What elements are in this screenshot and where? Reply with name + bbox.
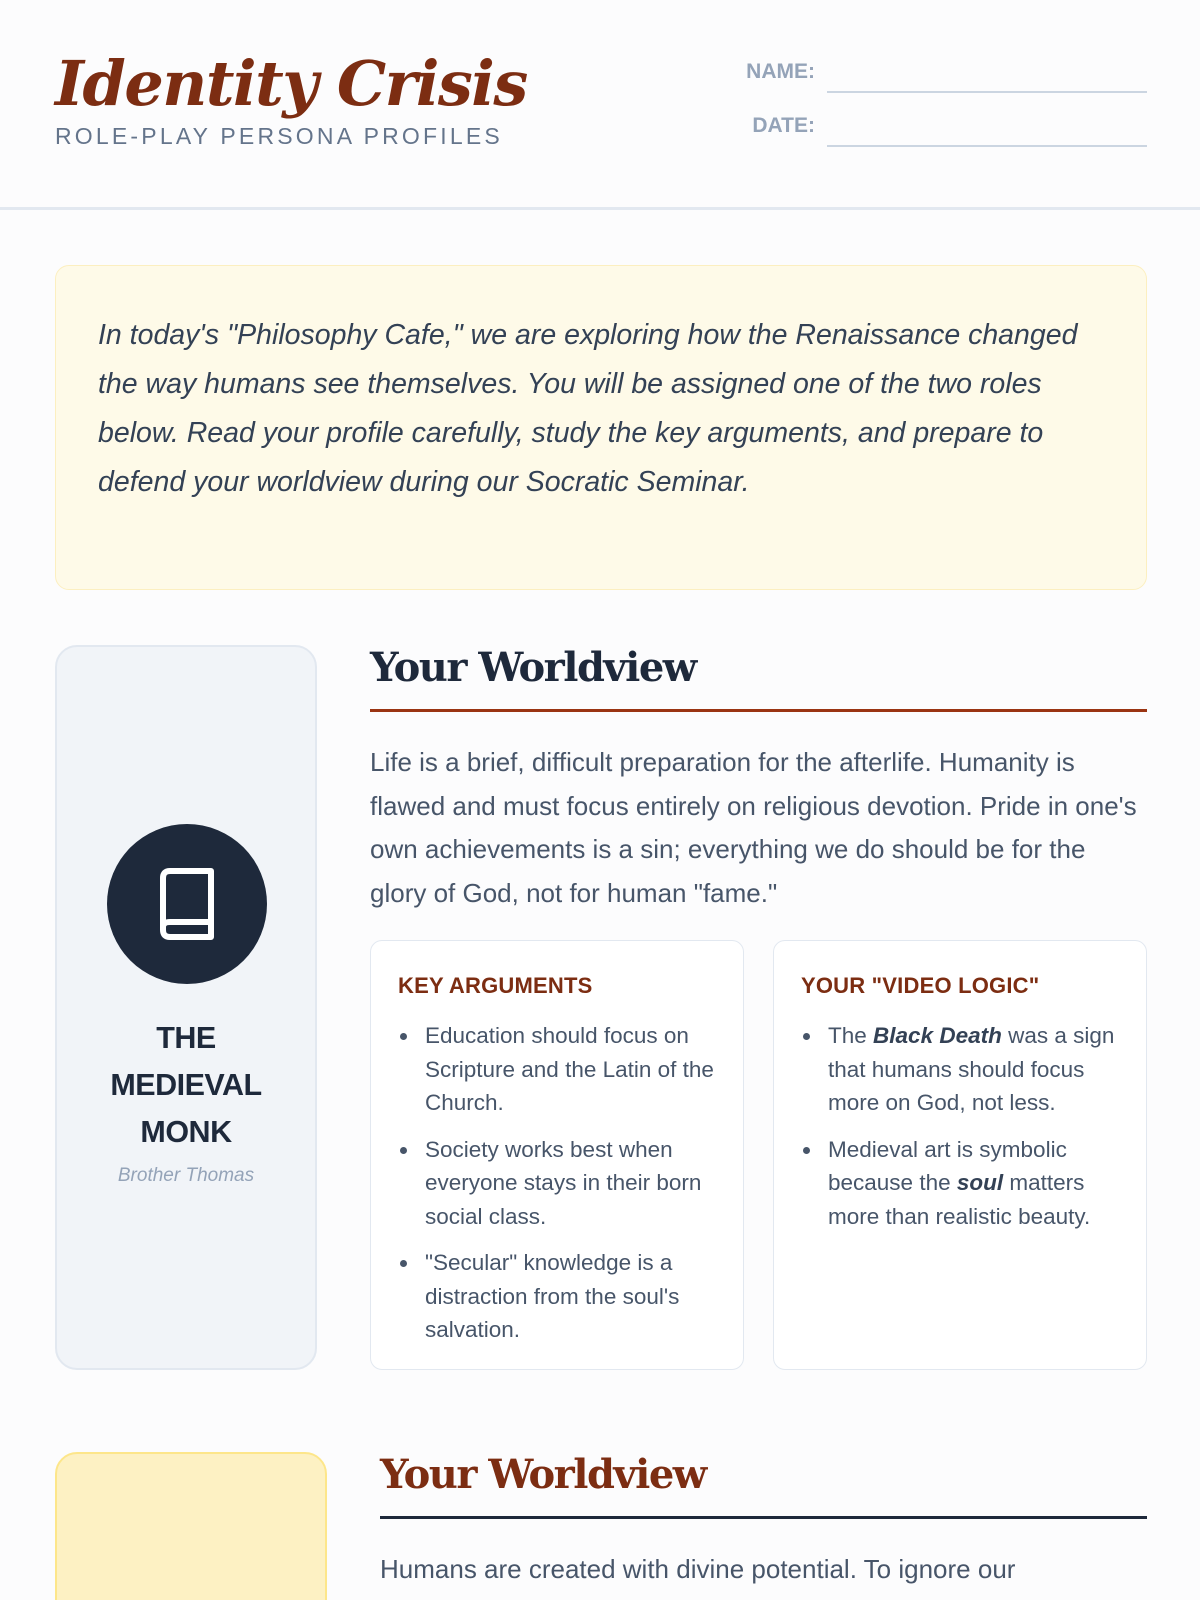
page-header [0,0,1200,210]
list-item: Education should focus on Scripture and the Latin of the Church. [398,1019,723,1120]
key-arguments-box [370,940,744,1370]
section-divider [370,709,1147,712]
name-field[interactable] [827,91,1147,93]
video-logic-box [773,940,1147,1370]
book-icon [155,866,219,942]
persona-alias: Brother Thomas [117,1165,255,1186]
name-label: NAME: [746,60,815,83]
key-arguments-list [398,1019,723,1347]
list-item: The Black Death was a sign that humans should focus more on God, not less. [801,1019,1126,1120]
video-logic-title: YOUR "VIDEO LOGIC" [801,973,1040,998]
persona-name: THE MEDIEVAL MONK [110,1021,262,1149]
intro-callout: In today's "Philosophy Cafe," we are exploring how the Renaissance changed the way humans see themselves. You will be assigned one of the two roles below. Read your profile carefully, study the key arguments, and prepare to defend your worldview during our Socratic Seminar. [55,265,1147,590]
section-divider-2 [380,1516,1147,1519]
worldview-text-2: Humans are created with divine potential. To ignore our [380,1554,1016,1584]
page-title: Identity Crisis [55,47,527,120]
date-label: DATE: [752,114,815,137]
persona-card-monk [55,645,317,1370]
list-item: "Secular" knowledge is a distraction from the soul's salvation. [398,1246,723,1347]
persona-avatar [107,824,267,984]
page-subtitle: ROLE-PLAY PERSONA PROFILES [55,123,503,149]
persona-card-2 [55,1452,327,1600]
video-logic-list [801,1019,1126,1233]
list-item: Medieval art is symbolic because the soul matters more than realistic beauty. [801,1133,1126,1234]
worldview-text: Life is a brief, difficult preparation for the afterlife. Humanity is flawed and must focus entirely on religious devotion. Pride in one's own achievements is a sin; everything we do should be for the glory of God, not for human "fame." [370,747,1137,908]
list-item: Society works best when everyone stays in their born social class. [398,1133,723,1234]
worldview-heading-2: Your Worldview [380,1451,706,1498]
date-field[interactable] [827,145,1147,147]
worldview-heading: Your Worldview [370,644,696,691]
key-arguments-title: KEY ARGUMENTS [398,973,593,998]
